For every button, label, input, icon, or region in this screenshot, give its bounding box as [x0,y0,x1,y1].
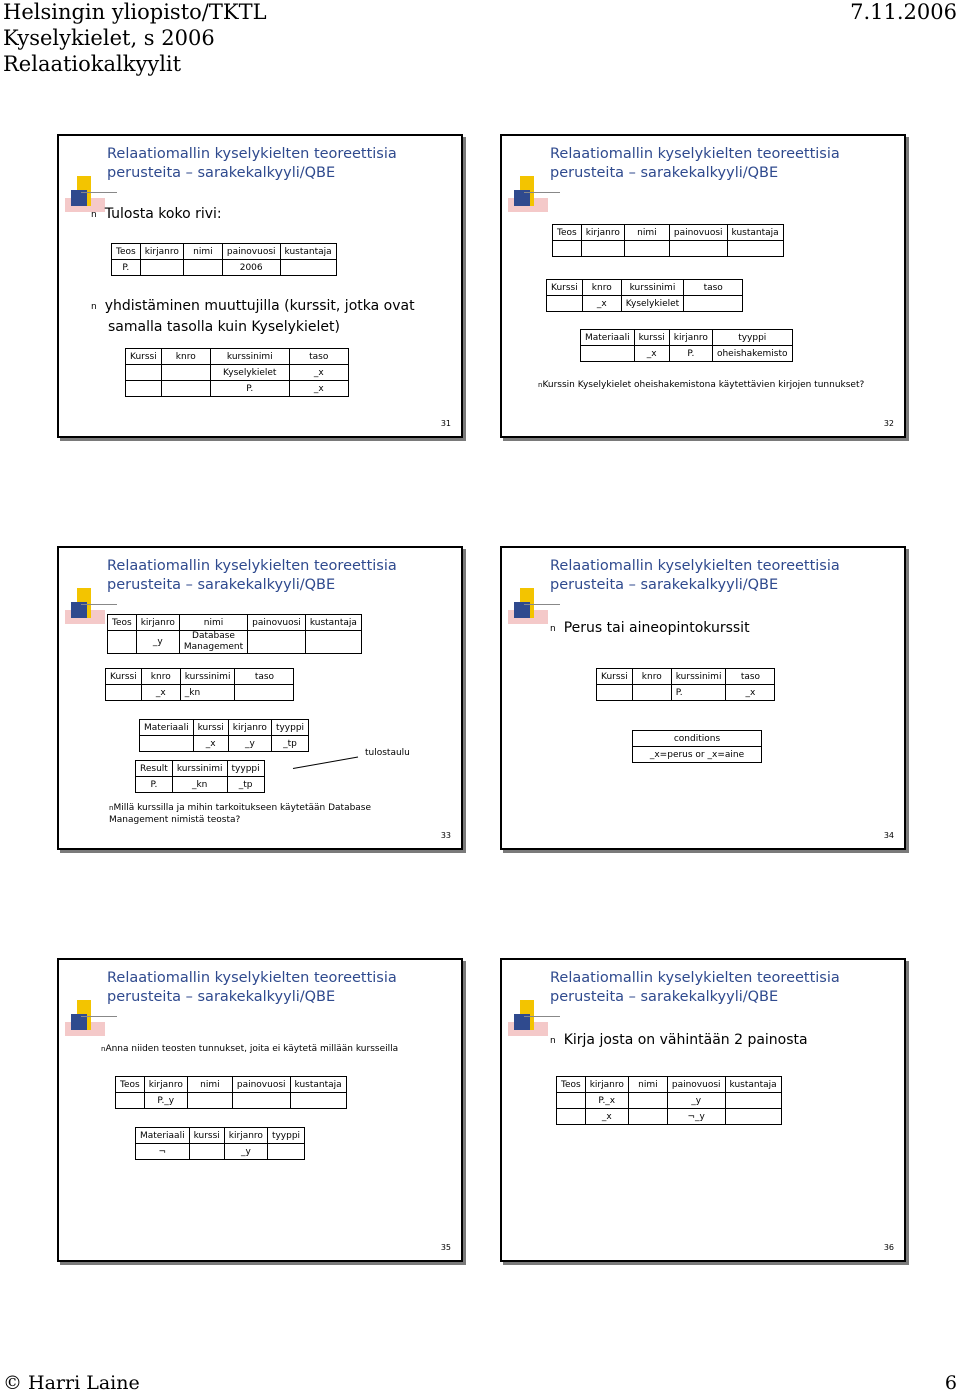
table-cell: _x [582,296,621,312]
header-course: Kyselykielet, s 2006 [3,26,215,50]
slide-decoration [514,176,554,214]
slide-31 [57,134,463,438]
slide-decoration [514,588,554,626]
table-cell: kurssi [189,1128,224,1144]
table-cell: kustantaja [280,244,336,260]
table-cell [232,1093,290,1109]
table-cell: kirjanro [136,615,179,631]
table-cell [161,365,210,381]
table-cell [189,1144,224,1160]
table-cell [727,241,783,257]
table-cell [628,1093,667,1109]
qbe-table-teos [115,1076,347,1109]
table-cell: nimi [628,1077,667,1093]
bullet: n yhdistäminen muuttujilla (kurssit, jotka ovat samalla tasolla kuin Kyselykielet) [91,298,415,335]
table-cell [140,736,194,752]
table-cell: _x [289,381,348,397]
slide-title: Relaatiomallin kyselykielten teoreettisia perusteita – sarakekalkyyli/QBE [550,146,840,181]
question-text: nMillä kurssilla ja mihin tarkoitukseen käytetään Database Management nimistä teosta? [109,803,372,825]
table-cell: P. [210,381,289,397]
table-cell [669,241,727,257]
table-cell: painovuosi [248,615,306,631]
table-cell: Teos [108,615,137,631]
table-cell: conditions [633,731,762,747]
table-cell: taso [235,669,294,685]
table-cell [280,260,336,276]
table-cell: P. [136,777,173,793]
table-cell: knro [582,280,621,296]
table-cell [106,685,142,701]
table-cell: P._x [585,1093,628,1109]
table-cell [126,365,162,381]
table-cell: Kurssi [126,349,162,365]
table-cell: nimi [187,1077,232,1093]
slide-title: Relaatiomallin kyselykielten teoreettisia perusteita – sarakekalkyyli/QBE [107,558,397,593]
table-cell: tyyppi [227,761,264,777]
footer-author: © Harri Laine [3,1372,140,1394]
table-cell: nimi [624,225,669,241]
table-cell [108,631,137,654]
table-cell [126,381,162,397]
table-cell [553,241,582,257]
qbe-table-kurssi [546,279,743,312]
slide-number: 32 [883,419,894,428]
table-cell [183,260,222,276]
table-cell: P. [669,346,712,362]
table-cell: P. [112,260,141,276]
table-cell: Teos [112,244,141,260]
table-cell: kirjanro [669,330,712,346]
table-cell [547,296,583,312]
qbe-table-teos [552,224,784,257]
qbe-table-materiaali [139,719,309,752]
table-cell: Kurssi [597,669,633,685]
table-cell: Materiaali [140,720,194,736]
tulostaulu-label: tulostaulu [365,748,410,758]
table-cell [248,631,306,654]
bullet: n Kirja josta on vähintään 2 painosta [550,1032,808,1048]
table-cell [290,1093,346,1109]
slide-number: 35 [440,1243,451,1252]
table-cell: _tp [227,777,264,793]
table-cell: Materiaali [136,1128,190,1144]
qbe-table-teos [111,243,337,276]
table-cell: kurssinimi [621,280,683,296]
table-cell: Kyselykielet [621,296,683,312]
table-cell: 2006 [222,260,280,276]
table-cell: P. [671,685,726,701]
table-cell: _x [726,685,775,701]
table-cell [581,346,635,362]
table-cell: _x [141,685,180,701]
table-cell: _x [193,736,228,752]
table-cell: _x [634,346,669,362]
slide-number: 36 [883,1243,894,1252]
table-cell: _kn [172,777,227,793]
table-cell: taso [684,280,743,296]
table-cell: Teos [557,1077,586,1093]
slide-32 [500,134,906,438]
table-cell: Materiaali [581,330,635,346]
table-cell: kustantaja [727,225,783,241]
table-cell [725,1109,781,1125]
table-cell: Database Management [179,631,247,654]
qbe-table-kurssi [125,348,349,397]
table-cell [684,296,743,312]
table-cell: nimi [183,244,222,260]
table-cell: knro [632,669,671,685]
table-cell [267,1144,304,1160]
slide-number: 33 [440,831,451,840]
table-cell: ¬ [136,1144,190,1160]
table-cell: painovuosi [669,225,727,241]
table-cell: P._y [144,1093,187,1109]
table-cell: knro [161,349,210,365]
slide-title: Relaatiomallin kyselykielten teoreettisia perusteita – sarakekalkyyli/QBE [107,970,397,1005]
table-cell: kirjanro [585,1077,628,1093]
table-cell: Kyselykielet [210,365,289,381]
table-cell: _y [136,631,179,654]
qbe-table-result [135,760,265,793]
header-date: 7.11.2006 [850,0,957,24]
qbe-table-materiaali [580,329,793,362]
table-cell: kurssinimi [210,349,289,365]
table-cell: kurssinimi [180,669,235,685]
table-cell: kurssinimi [671,669,726,685]
table-cell: kurssinimi [172,761,227,777]
table-cell: tyyppi [267,1128,304,1144]
table-cell: taso [726,669,775,685]
table-cell: Teos [116,1077,145,1093]
table-cell [597,685,633,701]
slide-decoration [71,588,111,626]
qbe-table-kurssi [105,668,294,701]
table-cell: kurssi [193,720,228,736]
slide-title: Relaatiomallin kyselykielten teoreettisia perusteita – sarakekalkyyli/QBE [550,558,840,593]
slide-33 [57,546,463,850]
slide-number: 31 [440,419,451,428]
table-cell: kirjanro [224,1128,267,1144]
table-cell: Result [136,761,173,777]
table-cell [557,1093,586,1109]
table-cell: _y [224,1144,267,1160]
table-cell [305,631,361,654]
bullet: n Tulosta koko rivi: [91,206,222,222]
table-cell: tyyppi [712,330,792,346]
slide-number: 34 [883,831,894,840]
table-cell: kirjanro [228,720,271,736]
table-cell: nimi [179,615,247,631]
table-cell: _x [289,365,348,381]
slide-decoration [514,1000,554,1038]
table-cell: kirjanro [140,244,183,260]
slide-35 [57,958,463,1262]
table-cell [632,685,671,701]
slide-title: Relaatiomallin kyselykielten teoreettisia perusteita – sarakekalkyyli/QBE [107,146,397,181]
table-cell [187,1093,232,1109]
table-cell [235,685,294,701]
arrow-line [293,757,358,769]
table-cell [624,241,669,257]
table-cell: painovuosi [232,1077,290,1093]
table-cell: knro [141,669,180,685]
conditions-box [632,730,762,763]
qbe-table-materiaali [135,1127,305,1160]
table-cell [140,260,183,276]
table-cell: _tp [271,736,308,752]
table-cell [725,1093,781,1109]
slide-title: Relaatiomallin kyselykielten teoreettisia perusteita – sarakekalkyyli/QBE [550,970,840,1005]
table-cell [581,241,624,257]
table-cell: tyyppi [271,720,308,736]
table-cell: _kn [180,685,235,701]
table-cell: _y [667,1093,725,1109]
table-cell: kirjanro [581,225,624,241]
table-cell [557,1109,586,1125]
qbe-table-teos [107,614,362,654]
table-cell: ¬_y [667,1109,725,1125]
header-topic: Relaatiokalkyylit [3,52,182,76]
table-cell: taso [289,349,348,365]
qbe-table-kurssi [596,668,775,701]
table-cell [628,1109,667,1125]
table-cell: oheishakemisto [712,346,792,362]
slide-decoration [71,1000,111,1038]
header-institution: Helsingin yliopisto/TKTL [3,0,267,24]
table-cell: Kurssi [106,669,142,685]
table-cell: _x=perus or _x=aine [633,747,762,763]
table-cell: kustantaja [305,615,361,631]
bullet: n Perus tai aineopintokurssit [550,620,750,636]
qbe-table-teos [556,1076,782,1125]
table-cell: painovuosi [667,1077,725,1093]
slide-34 [500,546,906,850]
table-cell: _y [228,736,271,752]
table-cell: Teos [553,225,582,241]
table-cell: kustantaja [290,1077,346,1093]
table-cell: kurssi [634,330,669,346]
question-text: nAnna niiden teosten tunnukset, joita ei käytetä millään kursseilla [101,1044,399,1054]
table-cell: kustantaja [725,1077,781,1093]
table-cell: painovuosi [222,244,280,260]
footer-page: 6 [944,1372,957,1394]
table-cell [116,1093,145,1109]
table-cell: _x [585,1109,628,1125]
table-cell [161,381,210,397]
slide-36 [500,958,906,1262]
table-cell: kirjanro [144,1077,187,1093]
question-text: nKurssin Kyselykielet oheishakemistona käytettävien kirjojen tunnukset? [538,380,865,390]
table-cell: Kurssi [547,280,583,296]
